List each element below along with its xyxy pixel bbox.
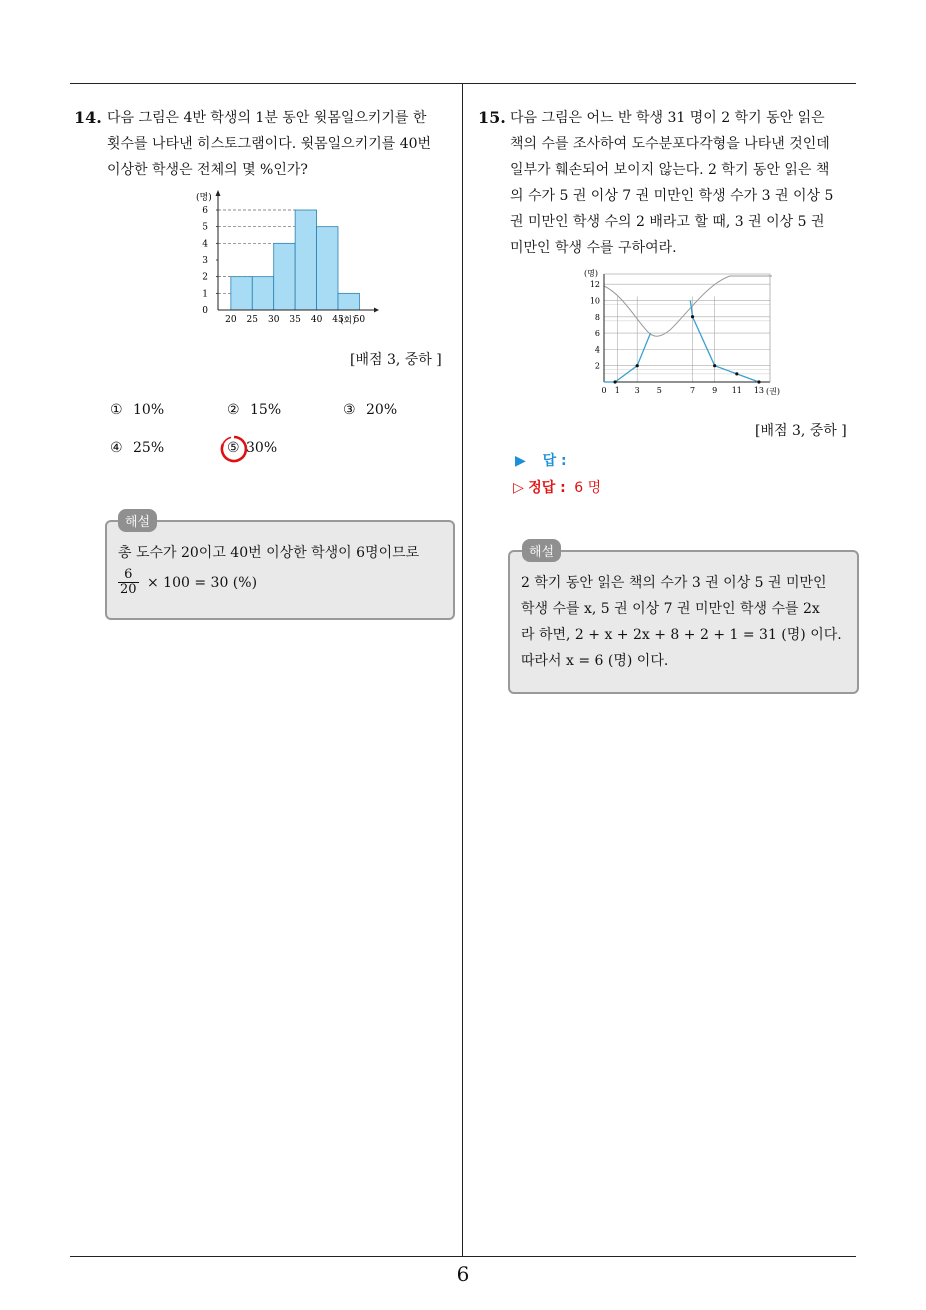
hist-bar — [252, 277, 273, 310]
poly-segment — [690, 300, 692, 316]
q14-solution-line-1: 총 도수가 20이고 40번 이상한 학생이 6명이므로 — [118, 545, 420, 561]
choice-mark: ① — [110, 402, 123, 418]
poly-point — [713, 364, 716, 367]
q15-solution-line-4: 따라서 x = 6 (명) 이다. — [521, 653, 669, 669]
q15-score: [배점 3, 중하 ] — [755, 423, 847, 439]
poly-x-tick: 3 — [634, 386, 640, 395]
poly-x-tick: 13 — [753, 386, 765, 395]
q15-frequency-polygon — [582, 266, 782, 401]
hist-x-tick: 35 — [289, 315, 301, 325]
q14-text — [107, 105, 455, 183]
q14-line-2: 횟수를 나타낸 히스토그램이다. 윗몸일으키기를 40번 — [107, 136, 432, 152]
poly-x-tick: 7 — [689, 386, 696, 395]
hist-bar — [274, 243, 295, 310]
correct-value: 6 명 — [574, 480, 602, 496]
q15-answer-row[interactable] — [515, 450, 567, 470]
q14-solution-line-2 — [118, 568, 448, 597]
choice-text: 15% — [250, 402, 282, 418]
poly-point — [735, 372, 738, 375]
hist-y-tick: 6 — [202, 206, 208, 216]
choice-text: 20% — [366, 402, 398, 418]
hist-x-tick: 45 — [332, 315, 344, 325]
poly-y-tick: 4 — [594, 345, 600, 355]
hist-y-tick: 1 — [202, 289, 208, 300]
poly-point — [613, 380, 616, 383]
poly-segment — [737, 374, 759, 382]
q14-line-1: 다음 그림은 4반 학생의 1분 동안 윗몸일으키기를 한 — [107, 110, 427, 126]
hist-x-tick: 40 — [310, 315, 323, 325]
hist-y-tick: 2 — [202, 272, 208, 283]
q15-solution-line-1: 2 학기 동안 읽은 책의 수가 3 권 이상 5 권 미만인 — [521, 575, 827, 591]
choice-mark: ② — [227, 402, 240, 418]
outline-triangle-icon: ▷ — [513, 480, 524, 496]
hist-y-tick: 0 — [202, 306, 208, 316]
q14-line-3: 이상한 학생은 전체의 몇 %인가? — [107, 162, 308, 178]
hist-y-tick: 3 — [202, 256, 208, 266]
hist-y-arrow-icon — [216, 190, 221, 196]
column-divider — [462, 83, 463, 1256]
solution-fraction — [118, 568, 139, 597]
hist-y-tick: 4 — [202, 239, 208, 250]
q15-line-3: 일부가 훼손되어 보이지 않는다. 2 학기 동안 읽은 책 — [510, 162, 830, 178]
q14-histogram — [190, 188, 380, 328]
q15-line-6: 미만인 학생 수를 구하여라. — [510, 240, 677, 256]
hist-bar — [317, 227, 338, 310]
hist-xlabel: (회) — [340, 316, 356, 326]
poly-point — [757, 380, 760, 383]
hist-bar — [295, 210, 316, 310]
q15-line-1: 다음 그림은 어느 반 학생 31 명이 2 학기 동안 읽은 — [510, 110, 825, 126]
poly-point — [636, 364, 639, 367]
fraction-numerator: 6 — [118, 568, 139, 583]
poly-x-tick: 11 — [731, 386, 742, 395]
choice-text: 25% — [133, 440, 165, 456]
hist-bar — [338, 293, 359, 310]
poly-x-tick: 0 — [601, 386, 607, 395]
choice-mark: ⑤ — [227, 440, 240, 456]
fraction-denominator: 20 — [120, 582, 137, 597]
q15-solution-text — [521, 570, 851, 674]
q15-line-4: 의 수가 5 권 이상 7 권 미만인 학생 수가 3 권 이상 5 — [510, 188, 834, 204]
poly-xlabel: (권) — [766, 387, 780, 396]
poly-y-tick: 6 — [594, 329, 600, 339]
answer-label: 답 : — [542, 453, 567, 469]
q15-number: 15. — [478, 108, 506, 127]
poly-x-tick: 1 — [614, 386, 620, 395]
poly-x-tick: 5 — [656, 386, 662, 395]
correct-label: 정답 : — [528, 480, 566, 496]
poly-segment — [693, 317, 715, 366]
q15-solution-line-3: 라 하면, 2 + x + 2x + 8 + 2 + 1 = 31 (명) 이다. — [521, 627, 842, 643]
choice-mark: ④ — [110, 440, 123, 456]
play-triangle-icon: ▶ — [515, 453, 526, 469]
selected-answer-circle-icon — [219, 434, 249, 464]
q14-choice-1[interactable] — [110, 402, 164, 418]
poly-point — [691, 315, 694, 318]
poly-y-tick: 2 — [594, 361, 600, 371]
hist-x-tick: 50 — [353, 315, 366, 325]
poly-x-tick: 9 — [712, 386, 718, 395]
hist-x-arrow-icon — [374, 308, 379, 313]
q15-solution-tab: 해설 — [522, 539, 561, 562]
q15-line-5: 권 미만인 학생 수의 2 배라고 할 때, 3 권 이상 5 권 — [510, 214, 825, 230]
page-number: 6 — [456, 1262, 470, 1286]
q14-choice-4[interactable] — [110, 440, 164, 456]
q14-solution-text — [118, 540, 448, 597]
choice-text: 10% — [133, 402, 165, 418]
top-rule — [70, 83, 856, 84]
poly-ylabel: (명) — [584, 269, 598, 278]
q15-solution-line-2: 학생 수를 x, 5 권 이상 7 권 미만인 학생 수를 2x — [521, 601, 820, 617]
q14-choice-3[interactable] — [343, 402, 397, 418]
hist-ylabel: (명) — [196, 193, 212, 203]
choice-mark: ③ — [343, 402, 356, 418]
q14-choice-2[interactable] — [227, 402, 281, 418]
hist-y-tick: 5 — [202, 222, 208, 233]
solution-expression: × 100 = 30 (%) — [147, 574, 258, 591]
poly-y-tick: 10 — [589, 296, 600, 306]
hist-x-tick: 20 — [225, 315, 237, 325]
hist-x-tick: 30 — [267, 315, 280, 325]
q14-number: 14. — [74, 108, 102, 127]
choice-text: 30% — [246, 440, 278, 456]
poly-y-tick: 8 — [594, 312, 600, 322]
torn-edge — [604, 276, 772, 336]
q15-text — [510, 105, 858, 261]
hist-x-tick: 25 — [246, 315, 259, 325]
q15-correct-row — [513, 477, 601, 497]
q15-line-2: 책의 수를 조사하여 도수분포다각형을 나타낸 것인데 — [510, 136, 830, 152]
hist-bar — [231, 277, 252, 310]
q14-score: [배점 3, 중하 ] — [350, 352, 442, 368]
bottom-rule — [70, 1256, 856, 1257]
poly-y-tick: 12 — [589, 280, 600, 290]
q14-solution-tab: 해설 — [118, 509, 157, 532]
